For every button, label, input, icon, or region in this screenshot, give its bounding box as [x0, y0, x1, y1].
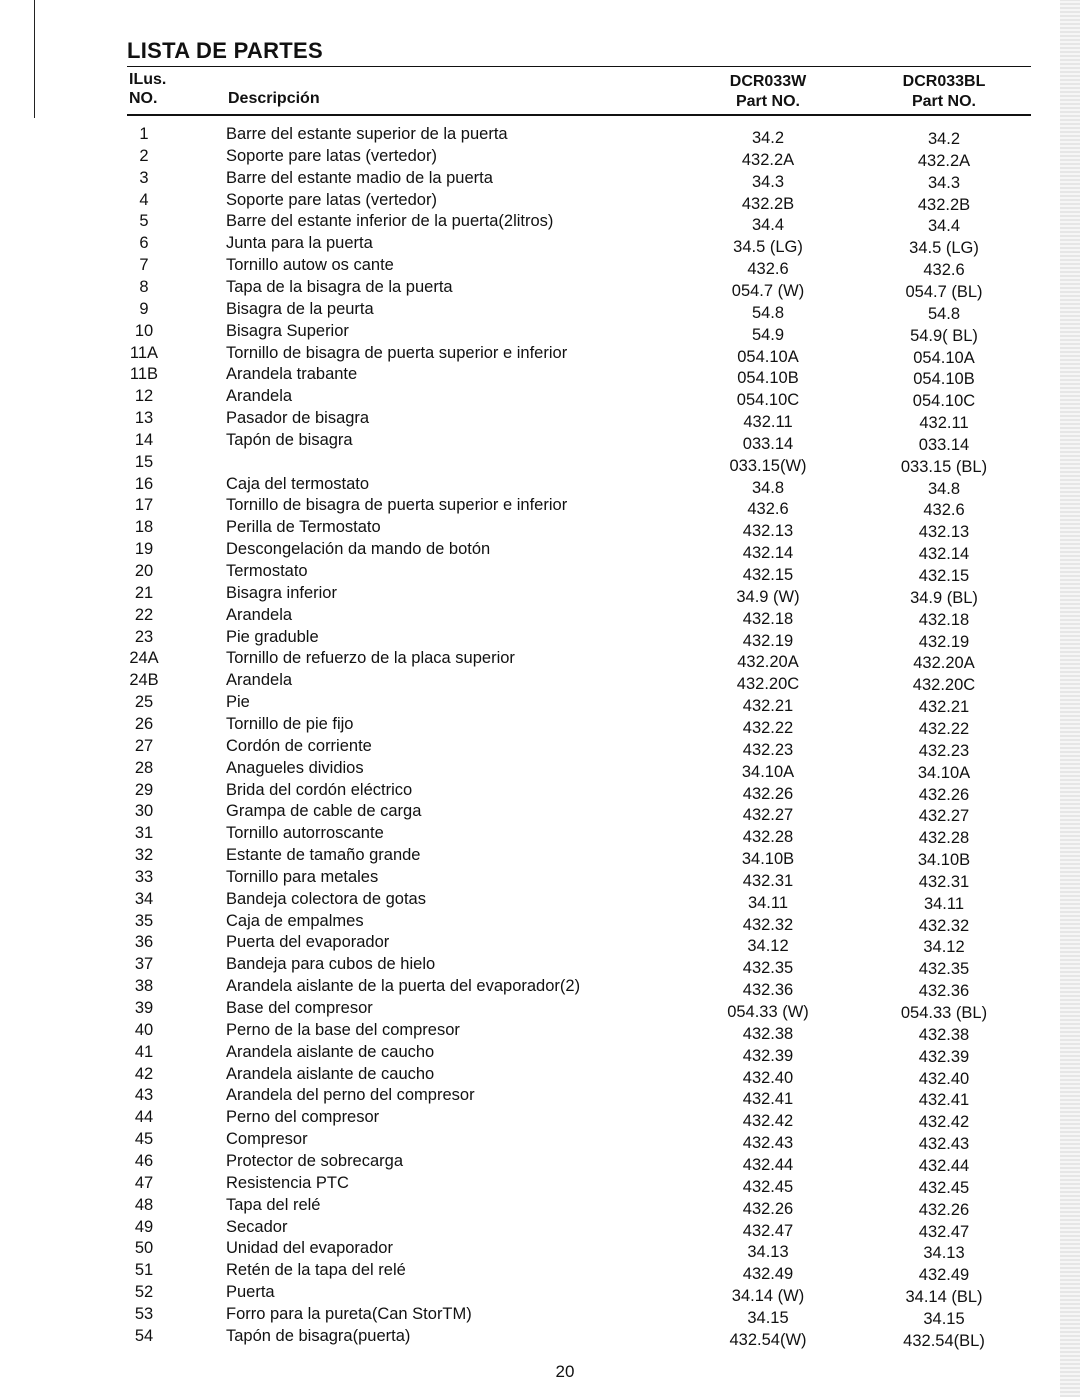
- table-row: [0, 628, 1080, 649]
- part-no-dcr033w: 34.13: [747, 1243, 789, 1262]
- part-no-dcr033w: 054.33 (W): [727, 1003, 809, 1021]
- part-number-ilus: 7: [139, 256, 149, 275]
- part-no-dcr033w: 34.3: [751, 172, 785, 191]
- part-description: Bisagra de la peurta: [226, 299, 374, 318]
- part-no-dcr033w: 033.14: [742, 434, 794, 453]
- part-no-dcr033bl: 432.32: [918, 916, 970, 935]
- part-number-ilus: 54: [134, 1326, 154, 1345]
- part-number-ilus: 3: [139, 168, 149, 187]
- table-row: [0, 584, 1080, 605]
- part-no-dcr033w: 054.10B: [737, 369, 799, 388]
- part-number-ilus: 42: [134, 1064, 154, 1083]
- part-number-ilus: 4: [139, 190, 149, 209]
- table-row: [0, 759, 1080, 780]
- part-number-ilus: 47: [134, 1173, 154, 1192]
- table-row: [0, 781, 1080, 802]
- part-number-ilus: 38: [134, 977, 154, 996]
- part-no-dcr033bl: 432.44: [918, 1156, 970, 1175]
- table-row: [0, 933, 1080, 957]
- part-no-dcr033w: 432.45: [742, 1177, 794, 1196]
- part-number-ilus: 9: [139, 299, 149, 318]
- part-no-dcr033w: 432.38: [742, 1024, 794, 1043]
- part-number-ilus: 28: [134, 758, 154, 777]
- part-description: Unidad del evaporador: [226, 1239, 393, 1258]
- part-description: Tapa de la bisagra de la puerta: [226, 277, 453, 296]
- part-number-ilus: 17: [134, 496, 154, 515]
- part-description: Resistencia PTC: [226, 1173, 349, 1192]
- table-row: [0, 955, 1080, 979]
- part-no-dcr033bl: 432.38: [918, 1025, 970, 1044]
- part-description: Forro para la pureta(Can StorTM): [226, 1304, 472, 1323]
- table-row: [0, 977, 1080, 1001]
- part-number-ilus: 44: [134, 1108, 154, 1127]
- part-no-dcr033w: 432.44: [742, 1155, 794, 1174]
- part-description: Barre del estante superior de la puerta: [226, 125, 508, 143]
- part-description: Anagueles dividios: [226, 758, 364, 777]
- part-description: Brida del cordón eléctrico: [226, 780, 413, 799]
- part-description: Perno del compresor: [226, 1108, 380, 1127]
- part-description: Barre del estante madio de la puerta: [226, 168, 493, 187]
- part-no-dcr033bl: 054.33 (BL): [900, 1004, 988, 1022]
- table-row: [0, 453, 1080, 474]
- part-no-dcr033w: 34.12: [747, 937, 789, 956]
- part-no-dcr033bl: 432.18: [918, 610, 970, 629]
- table-row: [0, 256, 1080, 280]
- part-no-dcr033w: 432.13: [742, 522, 794, 541]
- model-name: DCR033W: [729, 73, 807, 90]
- part-no-dcr033bl: 033.15 (BL): [900, 457, 988, 476]
- part-number-ilus: 53: [134, 1304, 154, 1323]
- part-number-ilus: 43: [134, 1086, 154, 1105]
- part-no-dcr033bl: 54.9( BL): [910, 326, 978, 345]
- part-number-ilus: 27: [134, 736, 154, 755]
- part-description: Bisagra Superior: [226, 321, 349, 340]
- part-number-ilus: 49: [134, 1217, 154, 1236]
- part-no-dcr033bl: 033.14: [918, 435, 970, 454]
- part-no-dcr033bl: 432.47: [918, 1222, 970, 1241]
- part-no-dcr033w: 432.22: [742, 718, 794, 737]
- table-row: [0, 737, 1080, 758]
- part-no-dcr033bl: 432.15: [918, 567, 970, 585]
- part-no-label: Part NO.: [911, 93, 976, 110]
- part-no-dcr033w: 054.7 (W): [731, 281, 805, 300]
- part-no-dcr033bl: 54.8: [927, 304, 961, 323]
- part-description: Perilla de Termostato: [226, 518, 381, 537]
- table-row: [0, 518, 1080, 542]
- part-description: Perno de la base del compresor: [226, 1020, 460, 1039]
- part-description: Tornillo de refuerzo de la placa superior: [226, 649, 515, 668]
- table-row: [0, 1108, 1080, 1132]
- part-number-ilus: 11A: [129, 343, 159, 362]
- part-no-dcr033bl: 432.6: [923, 261, 965, 280]
- part-description: Estante de tamaño grande: [226, 846, 421, 865]
- part-number-ilus: 20: [134, 562, 154, 580]
- part-no-dcr033bl: 432.13: [918, 523, 970, 542]
- part-number-ilus: 1: [139, 125, 149, 143]
- table-row: [0, 147, 1080, 168]
- part-no-dcr033w: 432.23: [742, 740, 794, 759]
- part-no-dcr033bl: 432.2A: [917, 151, 971, 170]
- part-no-dcr033w: 34.10A: [741, 762, 795, 781]
- table-row: [0, 540, 1080, 564]
- table-row: [0, 431, 1080, 452]
- table-row: [0, 1327, 1080, 1348]
- part-no-dcr033bl: 432.23: [918, 741, 970, 760]
- part-no-dcr033bl: 34.14 (BL): [905, 1288, 983, 1307]
- part-number-ilus: 24A: [129, 649, 159, 668]
- table-row: [0, 890, 1080, 911]
- part-description: Base del compresor: [226, 999, 373, 1017]
- part-no-dcr033w: 432.19: [742, 631, 794, 650]
- part-no-dcr033w: 34.14 (W): [731, 1287, 805, 1306]
- part-no-dcr033w: 432.27: [742, 806, 794, 825]
- table-row: [0, 1130, 1080, 1154]
- part-no-dcr033bl: 054.10C: [912, 392, 976, 411]
- part-no-dcr033w: 432.49: [742, 1265, 794, 1284]
- part-description: Retén de la tapa del relé: [226, 1261, 406, 1280]
- part-no-dcr033w: 54.8: [751, 303, 785, 322]
- part-description: Arandela aislante de caucho: [226, 1042, 435, 1061]
- part-no-dcr033bl: 432.21: [918, 698, 970, 717]
- part-description: Caja del termostato: [226, 474, 370, 493]
- part-no-dcr033bl: 432.26: [918, 1200, 970, 1219]
- part-no-dcr033bl: 432.27: [918, 807, 970, 826]
- table-row: [0, 562, 1080, 583]
- part-no-dcr033w: 432.6: [747, 260, 789, 279]
- part-no-dcr033bl: 432.20C: [912, 676, 976, 695]
- part-no-dcr033bl: 054.7 (BL): [905, 282, 983, 301]
- part-description: Secador: [226, 1217, 288, 1236]
- table-row: [0, 322, 1080, 343]
- part-number-ilus: 39: [134, 999, 154, 1017]
- table-row: [0, 649, 1080, 673]
- part-no-dcr033w: 432.2A: [741, 150, 795, 169]
- part-description: Arandela: [226, 387, 293, 406]
- table-row: [0, 387, 1080, 411]
- part-no-dcr033w: 432.20A: [737, 653, 799, 672]
- part-description: Tornillo de bisagra de puerta superior e inferior: [226, 496, 568, 515]
- part-number-ilus: 51: [134, 1261, 154, 1280]
- part-description: Termostato: [226, 562, 308, 580]
- part-description: Soporte pare latas (vertedor): [226, 190, 437, 209]
- part-number-ilus: 52: [134, 1283, 154, 1302]
- part-no-dcr033w: 34.4: [751, 216, 785, 235]
- part-description: Arandela: [226, 605, 293, 624]
- part-number-ilus: 5: [139, 212, 149, 231]
- part-number-ilus: 37: [134, 955, 154, 974]
- part-description: Tornillo autorroscante: [226, 824, 384, 843]
- part-number-ilus: 40: [134, 1020, 154, 1039]
- part-number-ilus: 6: [139, 234, 149, 253]
- part-no-dcr033bl: 34.2: [927, 130, 961, 148]
- part-number-ilus: 8: [139, 277, 149, 296]
- part-description: Bandeja para cubos de hielo: [226, 955, 436, 974]
- part-no-dcr033bl: 432.26: [918, 785, 970, 804]
- part-no-dcr033w: 432.14: [742, 544, 794, 563]
- table-row: [0, 300, 1080, 321]
- part-number-ilus: 10: [134, 321, 154, 340]
- part-no-dcr033w: 054.10C: [736, 391, 800, 410]
- table-row: [0, 1086, 1080, 1110]
- part-no-dcr033bl: 432.39: [918, 1047, 970, 1066]
- part-no-dcr033w: 432.20C: [736, 675, 800, 694]
- part-description: Cordón de corriente: [226, 736, 372, 755]
- header-descripcion: Descripción: [228, 90, 320, 107]
- part-no-dcr033w: 432.43: [742, 1134, 794, 1153]
- part-no-label: Part NO.: [735, 93, 800, 110]
- table-row: [0, 802, 1080, 826]
- table-row: [0, 1305, 1080, 1326]
- part-description: Tornillo de bisagra de puerta superior e inferior: [226, 343, 568, 362]
- part-description: Pie: [226, 693, 250, 712]
- part-no-dcr033w: 34.15: [747, 1308, 789, 1327]
- part-no-dcr033bl: 34.15: [923, 1309, 965, 1328]
- table-row: [0, 1218, 1080, 1239]
- part-no-dcr033bl: 054.10B: [913, 370, 975, 389]
- part-no-dcr033w: 34.8: [751, 478, 785, 497]
- part-no-dcr033bl: 34.13: [923, 1244, 965, 1263]
- table-row: [0, 671, 1080, 695]
- table-row: [0, 1021, 1080, 1042]
- part-description: Puerta del evaporador: [226, 933, 390, 952]
- table-row: [0, 715, 1080, 736]
- part-description: Tornillo autow os cante: [226, 256, 394, 275]
- part-no-dcr033w: 34.9 (W): [736, 587, 800, 606]
- part-number-ilus: 23: [134, 627, 154, 646]
- part-no-dcr033bl: 432.6: [923, 501, 965, 520]
- table-row: [0, 1152, 1080, 1173]
- table-row: [0, 1239, 1080, 1263]
- table-row: [0, 1261, 1080, 1285]
- part-no-dcr033bl: 432.28: [918, 829, 970, 848]
- part-number-ilus: 31: [134, 824, 154, 843]
- page-title: LISTA DE PARTES: [127, 38, 323, 63]
- part-no-dcr033w: 432.40: [742, 1068, 794, 1087]
- part-number-ilus: 48: [134, 1195, 154, 1214]
- part-no-dcr033w: 432.54(W): [729, 1330, 807, 1349]
- part-no-dcr033w: 432.26: [742, 784, 794, 803]
- page-number: 20: [555, 1362, 575, 1381]
- part-no-dcr033w: 432.11: [743, 413, 793, 432]
- part-no-dcr033bl: 34.12: [923, 938, 965, 957]
- table-row: [0, 999, 1080, 1020]
- part-no-dcr033w: 54.9: [751, 325, 785, 344]
- part-number-ilus: 35: [134, 911, 154, 930]
- table-row: [0, 1174, 1080, 1195]
- part-no-dcr033w: 432.35: [742, 959, 794, 978]
- part-description: Descongelación da mando de botón: [226, 540, 491, 559]
- part-description: Pie graduble: [226, 627, 319, 646]
- part-no-dcr033bl: 432.36: [918, 982, 970, 1001]
- part-no-dcr033w: 432.32: [742, 915, 794, 934]
- table-row: [0, 1065, 1080, 1086]
- part-number-ilus: 50: [134, 1239, 154, 1258]
- part-number-ilus: 25: [134, 693, 154, 712]
- part-no-dcr033bl: 432.49: [918, 1266, 970, 1285]
- part-no-dcr033bl: 432.2B: [917, 195, 971, 214]
- part-description: Arandela aislante de caucho: [226, 1064, 435, 1083]
- part-no-dcr033bl: 432.43: [918, 1135, 970, 1154]
- part-no-dcr033w: 34.5 (LG): [733, 238, 803, 257]
- part-no-dcr033w: 432.31: [742, 871, 794, 890]
- part-description: Puerta: [226, 1283, 275, 1302]
- table-row: [0, 409, 1080, 433]
- part-number-ilus: 29: [134, 780, 154, 799]
- header-ilus: ILus.: [129, 71, 167, 88]
- part-description: Arandela: [226, 671, 293, 690]
- part-number-ilus: 11B: [129, 365, 159, 384]
- table-row: [0, 212, 1080, 236]
- part-number-ilus: 12: [134, 387, 154, 406]
- part-no-dcr033w: 033.15(W): [729, 456, 807, 475]
- part-description: Bisagra inferior: [226, 583, 337, 602]
- part-no-dcr033bl: 34.9 (BL): [910, 588, 978, 607]
- part-description: Tapa del relé: [226, 1195, 321, 1214]
- part-no-dcr033bl: 34.5 (LG): [909, 239, 979, 258]
- part-no-dcr033w: 432.47: [742, 1221, 794, 1240]
- part-no-dcr033w: 432.18: [742, 609, 794, 628]
- part-no-dcr033w: 34.10B: [741, 850, 795, 869]
- part-description: Bandeja colectora de gotas: [226, 889, 426, 908]
- part-number-ilus: 15: [134, 452, 154, 471]
- part-no-dcr033bl: 432.35: [918, 960, 970, 979]
- part-no-dcr033w: 432.39: [742, 1046, 794, 1065]
- part-description: Tornillo para metales: [226, 867, 379, 886]
- table-row: [0, 365, 1080, 389]
- part-number-ilus: 26: [134, 714, 154, 733]
- part-description: Arandela trabante: [226, 365, 358, 384]
- table-row: [0, 475, 1080, 496]
- table-row: [0, 191, 1080, 212]
- part-no-dcr033bl: 432.31: [918, 872, 970, 891]
- part-description: Tornillo de pie fijo: [226, 714, 354, 733]
- part-number-ilus: 36: [134, 933, 154, 952]
- part-no-dcr033bl: 34.10B: [917, 851, 971, 870]
- table-row: [0, 606, 1080, 627]
- part-no-dcr033w: 432.21: [742, 697, 794, 716]
- part-description: Protector de sobrecarga: [226, 1151, 404, 1170]
- part-no-dcr033w: 34.2: [751, 129, 785, 147]
- part-number-ilus: 33: [134, 867, 154, 886]
- part-no-dcr033w: 054.10A: [737, 347, 799, 366]
- part-no-dcr033w: 432.6: [747, 500, 789, 519]
- table-row: [0, 1283, 1080, 1307]
- part-no-dcr033bl: 432.20A: [913, 654, 975, 673]
- part-no-dcr033bl: 432.11: [919, 414, 969, 433]
- part-description: Soporte pare latas (vertedor): [226, 146, 437, 165]
- part-no-dcr033w: 432.28: [742, 828, 794, 847]
- table-row: [0, 868, 1080, 889]
- part-no-dcr033bl: 432.42: [918, 1113, 970, 1132]
- table-row: [0, 846, 1080, 870]
- part-no-dcr033bl: 432.41: [918, 1091, 970, 1110]
- table-row: [0, 169, 1080, 190]
- part-no-dcr033w: 34.11: [747, 893, 789, 912]
- part-description: Compresor: [226, 1130, 308, 1149]
- part-description: Pasador de bisagra: [226, 409, 370, 428]
- header-no: NO.: [129, 90, 158, 107]
- part-description: Tapón de bisagra: [226, 430, 353, 449]
- part-no-dcr033bl: 432.40: [918, 1069, 970, 1088]
- table-row: [0, 693, 1080, 717]
- part-no-dcr033w: 432.36: [742, 981, 794, 1000]
- part-number-ilus: 24B: [129, 671, 159, 690]
- part-number-ilus: 41: [134, 1042, 154, 1061]
- part-number-ilus: 16: [134, 474, 154, 493]
- part-number-ilus: 22: [134, 605, 154, 624]
- part-number-ilus: 32: [134, 846, 154, 865]
- table-row: [0, 912, 1080, 933]
- part-number-ilus: 2: [139, 146, 149, 165]
- table-row: [0, 125, 1080, 146]
- part-no-dcr033bl: 432.14: [918, 545, 970, 564]
- table-row: [0, 344, 1080, 365]
- part-description: Caja de empalmes: [226, 911, 364, 930]
- part-no-dcr033bl: 432.19: [918, 632, 970, 651]
- part-no-dcr033bl: 34.10A: [917, 763, 971, 782]
- model-name: DCR033BL: [902, 73, 986, 90]
- part-no-dcr033bl: 432.22: [918, 719, 970, 738]
- part-no-dcr033bl: 34.11: [923, 894, 965, 913]
- table-row: [0, 496, 1080, 520]
- table-row: [0, 234, 1080, 258]
- part-number-ilus: 46: [134, 1151, 154, 1170]
- part-description: Tapón de bisagra(puerta): [226, 1326, 411, 1345]
- part-description: Junta para la puerta: [226, 234, 373, 253]
- part-number-ilus: 14: [134, 430, 154, 449]
- table-row: [0, 1196, 1080, 1217]
- part-no-dcr033bl: 432.45: [918, 1178, 970, 1197]
- part-number-ilus: 19: [134, 540, 154, 559]
- part-number-ilus: 13: [134, 409, 154, 428]
- part-no-dcr033w: 432.15: [742, 566, 794, 584]
- table-row: [0, 824, 1080, 848]
- part-no-dcr033w: 432.2B: [741, 194, 795, 213]
- part-description: Arandela aislante de la puerta del evaporador(2): [226, 977, 581, 996]
- part-number-ilus: 30: [134, 802, 154, 821]
- part-no-dcr033bl: 432.54(BL): [903, 1331, 985, 1350]
- part-number-ilus: 21: [134, 583, 154, 602]
- table-row: [0, 278, 1080, 299]
- part-description: Grampa de cable de carga: [226, 802, 422, 821]
- part-no-dcr033bl: 34.8: [927, 479, 961, 498]
- part-no-dcr033bl: 34.4: [927, 217, 961, 236]
- part-number-ilus: 34: [134, 889, 154, 908]
- part-description: Arandela del perno del compresor: [226, 1086, 475, 1105]
- part-no-dcr033w: 432.41: [742, 1090, 794, 1109]
- part-no-dcr033w: 432.26: [742, 1199, 794, 1218]
- part-description: Barre del estante inferior de la puerta(2litros): [226, 212, 554, 231]
- part-no-dcr033w: 432.42: [742, 1112, 794, 1131]
- table-row: [0, 1043, 1080, 1064]
- part-no-dcr033bl: 054.10A: [913, 348, 975, 367]
- part-number-ilus: 45: [134, 1130, 154, 1149]
- part-no-dcr033bl: 34.3: [927, 173, 961, 192]
- part-number-ilus: 18: [134, 518, 154, 537]
